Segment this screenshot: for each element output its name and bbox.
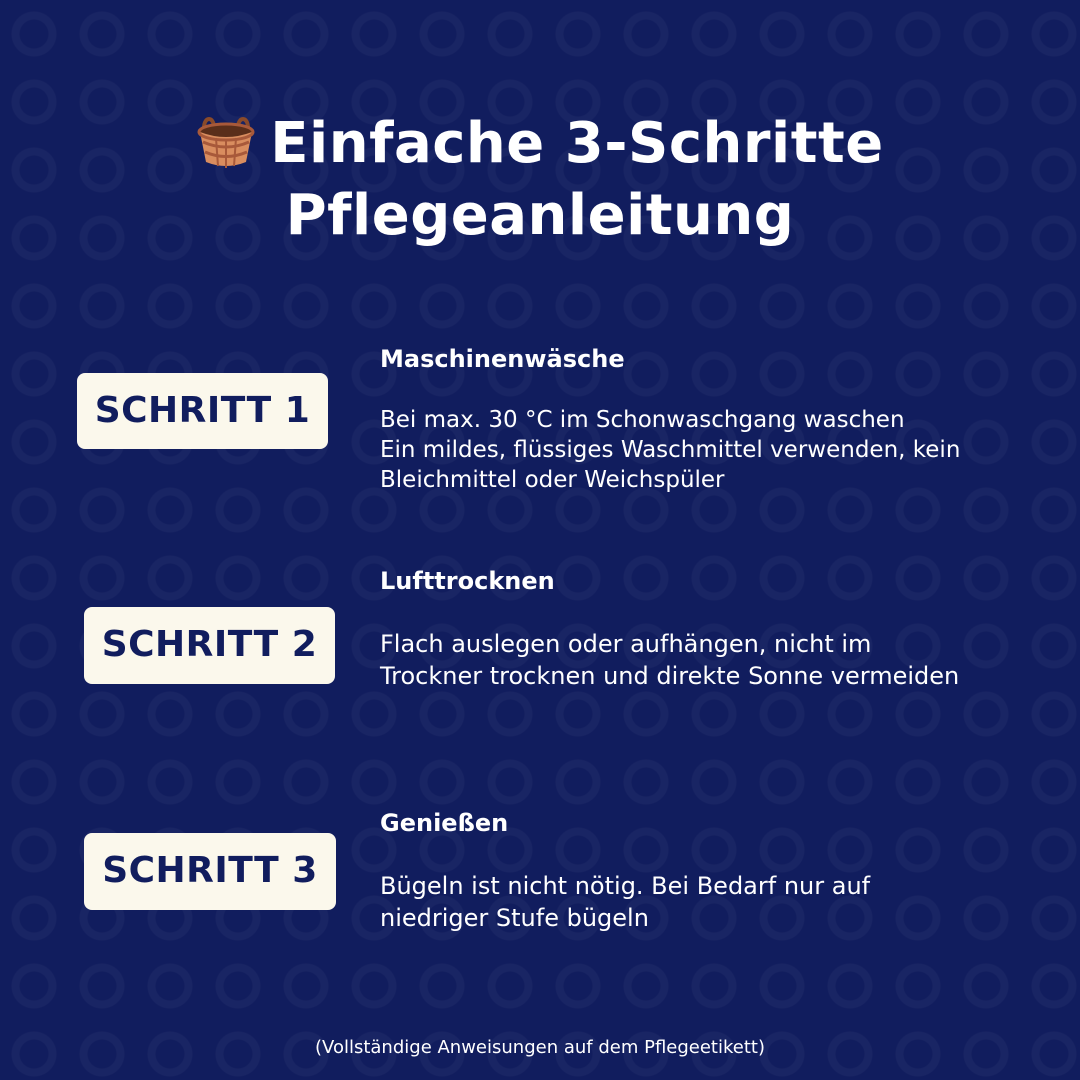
title-text-1: Einfache 3-Schritte bbox=[270, 111, 884, 176]
page-title bbox=[0, 112, 1080, 248]
footer-note: (Vollständige Anweisungen auf dem Pflegeetikett) bbox=[315, 1037, 765, 1058]
title-line-2: Pflegeanleitung bbox=[285, 183, 795, 248]
step-3-title: Genießen bbox=[380, 809, 509, 837]
step-1-description: Bei max. 30 °C im Schonwaschgang waschen Ein mildes, flüssiges Waschmittel verwenden, kein Bleichmittel oder Weichspüler bbox=[380, 407, 961, 493]
step-2-badge: SCHRITT 2 bbox=[84, 607, 335, 684]
step-2-description: Flach auslegen oder aufhängen, nicht im Trockner trocknen und direkte Sonne vermeiden bbox=[380, 630, 960, 690]
title-line-1 bbox=[0, 112, 1080, 184]
step-3-description: Bügeln ist nicht nötig. Bei Bedarf nur auf niedriger Stufe bügeln bbox=[380, 872, 871, 932]
basket-icon bbox=[196, 114, 256, 184]
step-2-title: Lufttrocknen bbox=[380, 567, 555, 595]
step-1-title: Maschinenwäsche bbox=[380, 345, 625, 373]
step-3-badge: SCHRITT 3 bbox=[84, 833, 336, 910]
step-1-badge: SCHRITT 1 bbox=[77, 373, 328, 449]
